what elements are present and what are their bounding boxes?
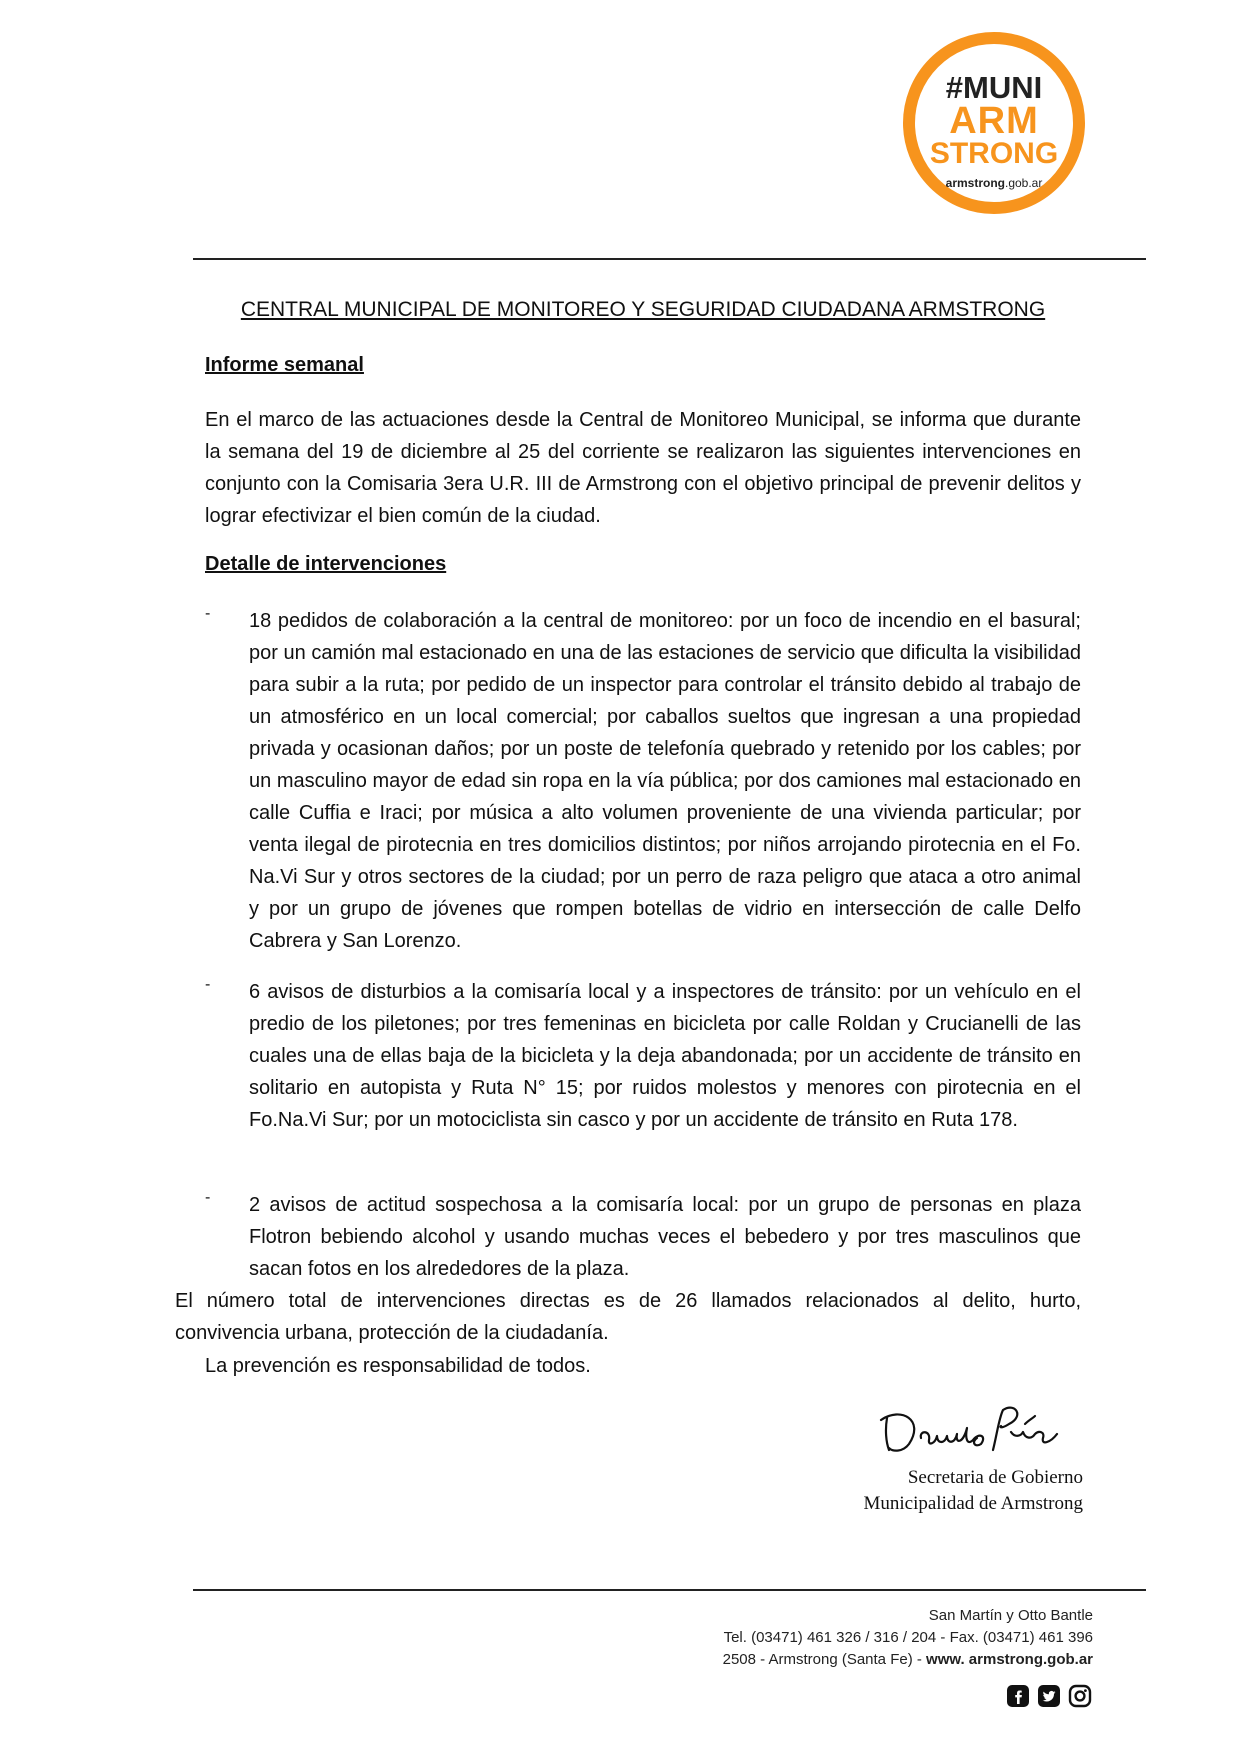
municipality-logo <box>903 32 1085 214</box>
list-item <box>205 605 1081 957</box>
intro-text: En el marco de las actuaciones desde la Central de Monitoreo Municipal, se informa que durante la semana del 19 de diciembre al 25 del corriente se realizaron las siguientes intervenciones en conjunto con la Comisaria 3era U.R. III de Armstrong con el objetivo principal de prevenir delitos y lograr efectivizar el bien común de la ciudad. <box>205 409 1081 527</box>
list-item-text: 18 pedidos de colaboración a la central de monitoreo: por un foco de incendio en el basural; por un camión mal estacionado en una de las estaciones de servicio que dificulta la visibilidad para subir a la ruta; por pedido de un inspector para controlar el tránsito debido al trabajo de un atmosférico en un local comercial; por caballos sueltos que ingresan a una propiedad privada y ocasionan daños; por un poste de telefonía quebrado y retenido por los cables; por un masculino mayor de edad sin ropa en la vía pública; por dos camiones mal estacionado en calle Cuffia e Iraci; por música a alto volumen proveniente de una vivienda particular; por venta ilegal de pirotecnia en tres domicilios distintos; por niños arrojando pirotecnia en el Fo. Na.Vi Sur y otros sectores de la ciudad; por un perro de raza peligro que ataca a otro animal y por un grupo de jóvenes que rompen botellas de vidrio en intersección de calle Delfo Cabrera y San Lorenzo. <box>249 610 1081 952</box>
footer-city-line <box>723 1649 1093 1671</box>
list-item <box>205 976 1081 1136</box>
document-title: CENTRAL MUNICIPAL DE MONITOREO Y SEGURIDAD CIUDADANA ARMSTRONG <box>240 298 1046 321</box>
footer-divider <box>193 1589 1146 1591</box>
bullet-marker: - <box>205 976 211 993</box>
signature-role <box>863 1465 1083 1517</box>
summary-text: El número total de intervenciones directas es de 26 llamados relacionados al delito, hurto, convivencia urbana, protección de la ciudadanía. <box>175 1290 1081 1344</box>
signature-organization: Municipalidad de Armstrong <box>863 1493 1083 1514</box>
list-item <box>205 1189 1081 1285</box>
list-item-text: 6 avisos de disturbios a la comisaría local y a inspectores de tránsito: por un vehículo en el predio de los piletones; por tres femeninas en bicicleta por calle Roldan y Crucianelli de las cuales una de ellas baja de la bicicleta y la deja abandonada; por un accidente de tránsito en solitario en autopista y Ruta N° 15; por ruidos molestos y menores con pirotecnia en el Fo.Na.Vi Sur; por un motociclista sin casco y por un accidente de tránsito en Ruta 178. <box>249 981 1081 1131</box>
closing-line: La prevención es responsabilidad de todos. <box>205 1355 591 1377</box>
signature-title: Secretaria de Gobierno <box>907 1467 1083 1488</box>
logo-domain <box>915 176 1073 190</box>
social-links <box>1005 1683 1093 1709</box>
footer-website[interactable]: www. armstrong.gob.ar <box>926 1651 1093 1668</box>
logo-arm: ARM <box>949 100 1039 142</box>
list-item-text: 2 avisos de actitud sospechosa a la comisaría local: por un grupo de personas en plaza Flotron bebiendo alcohol y usando muchas veces el bebedero y por tres masculinos que sacan fotos en los alrededores de la plaza. <box>249 1194 1081 1280</box>
handwritten-signature <box>875 1398 1075 1466</box>
header-divider <box>193 258 1146 260</box>
footer-phone: Tel. (03471) 461 326 / 316 / 204 - Fax. (03471) 461 396 <box>723 1629 1093 1646</box>
summary-paragraph <box>175 1285 1081 1349</box>
footer-contact <box>723 1605 1093 1671</box>
details-subheading: Detalle de intervenciones <box>205 553 447 575</box>
bullet-marker: - <box>205 1189 211 1206</box>
instagram-icon[interactable] <box>1067 1683 1093 1709</box>
footer-address: San Martín y Otto Bantle <box>928 1607 1093 1624</box>
logo-domain-bold: armstrong <box>945 176 1005 190</box>
intro-paragraph <box>205 404 1081 532</box>
logo-domain-light: .gob.ar <box>1004 176 1043 190</box>
report-subheading: Informe semanal <box>205 354 364 376</box>
logo-hashtag: #MUNI <box>945 70 1043 105</box>
facebook-icon[interactable] <box>1005 1683 1031 1709</box>
twitter-icon[interactable] <box>1036 1683 1062 1709</box>
logo-strong: STRONG <box>929 137 1059 170</box>
bullet-marker: - <box>205 605 211 622</box>
footer-city: 2508 - Armstrong (Santa Fe) - <box>722 1651 927 1668</box>
